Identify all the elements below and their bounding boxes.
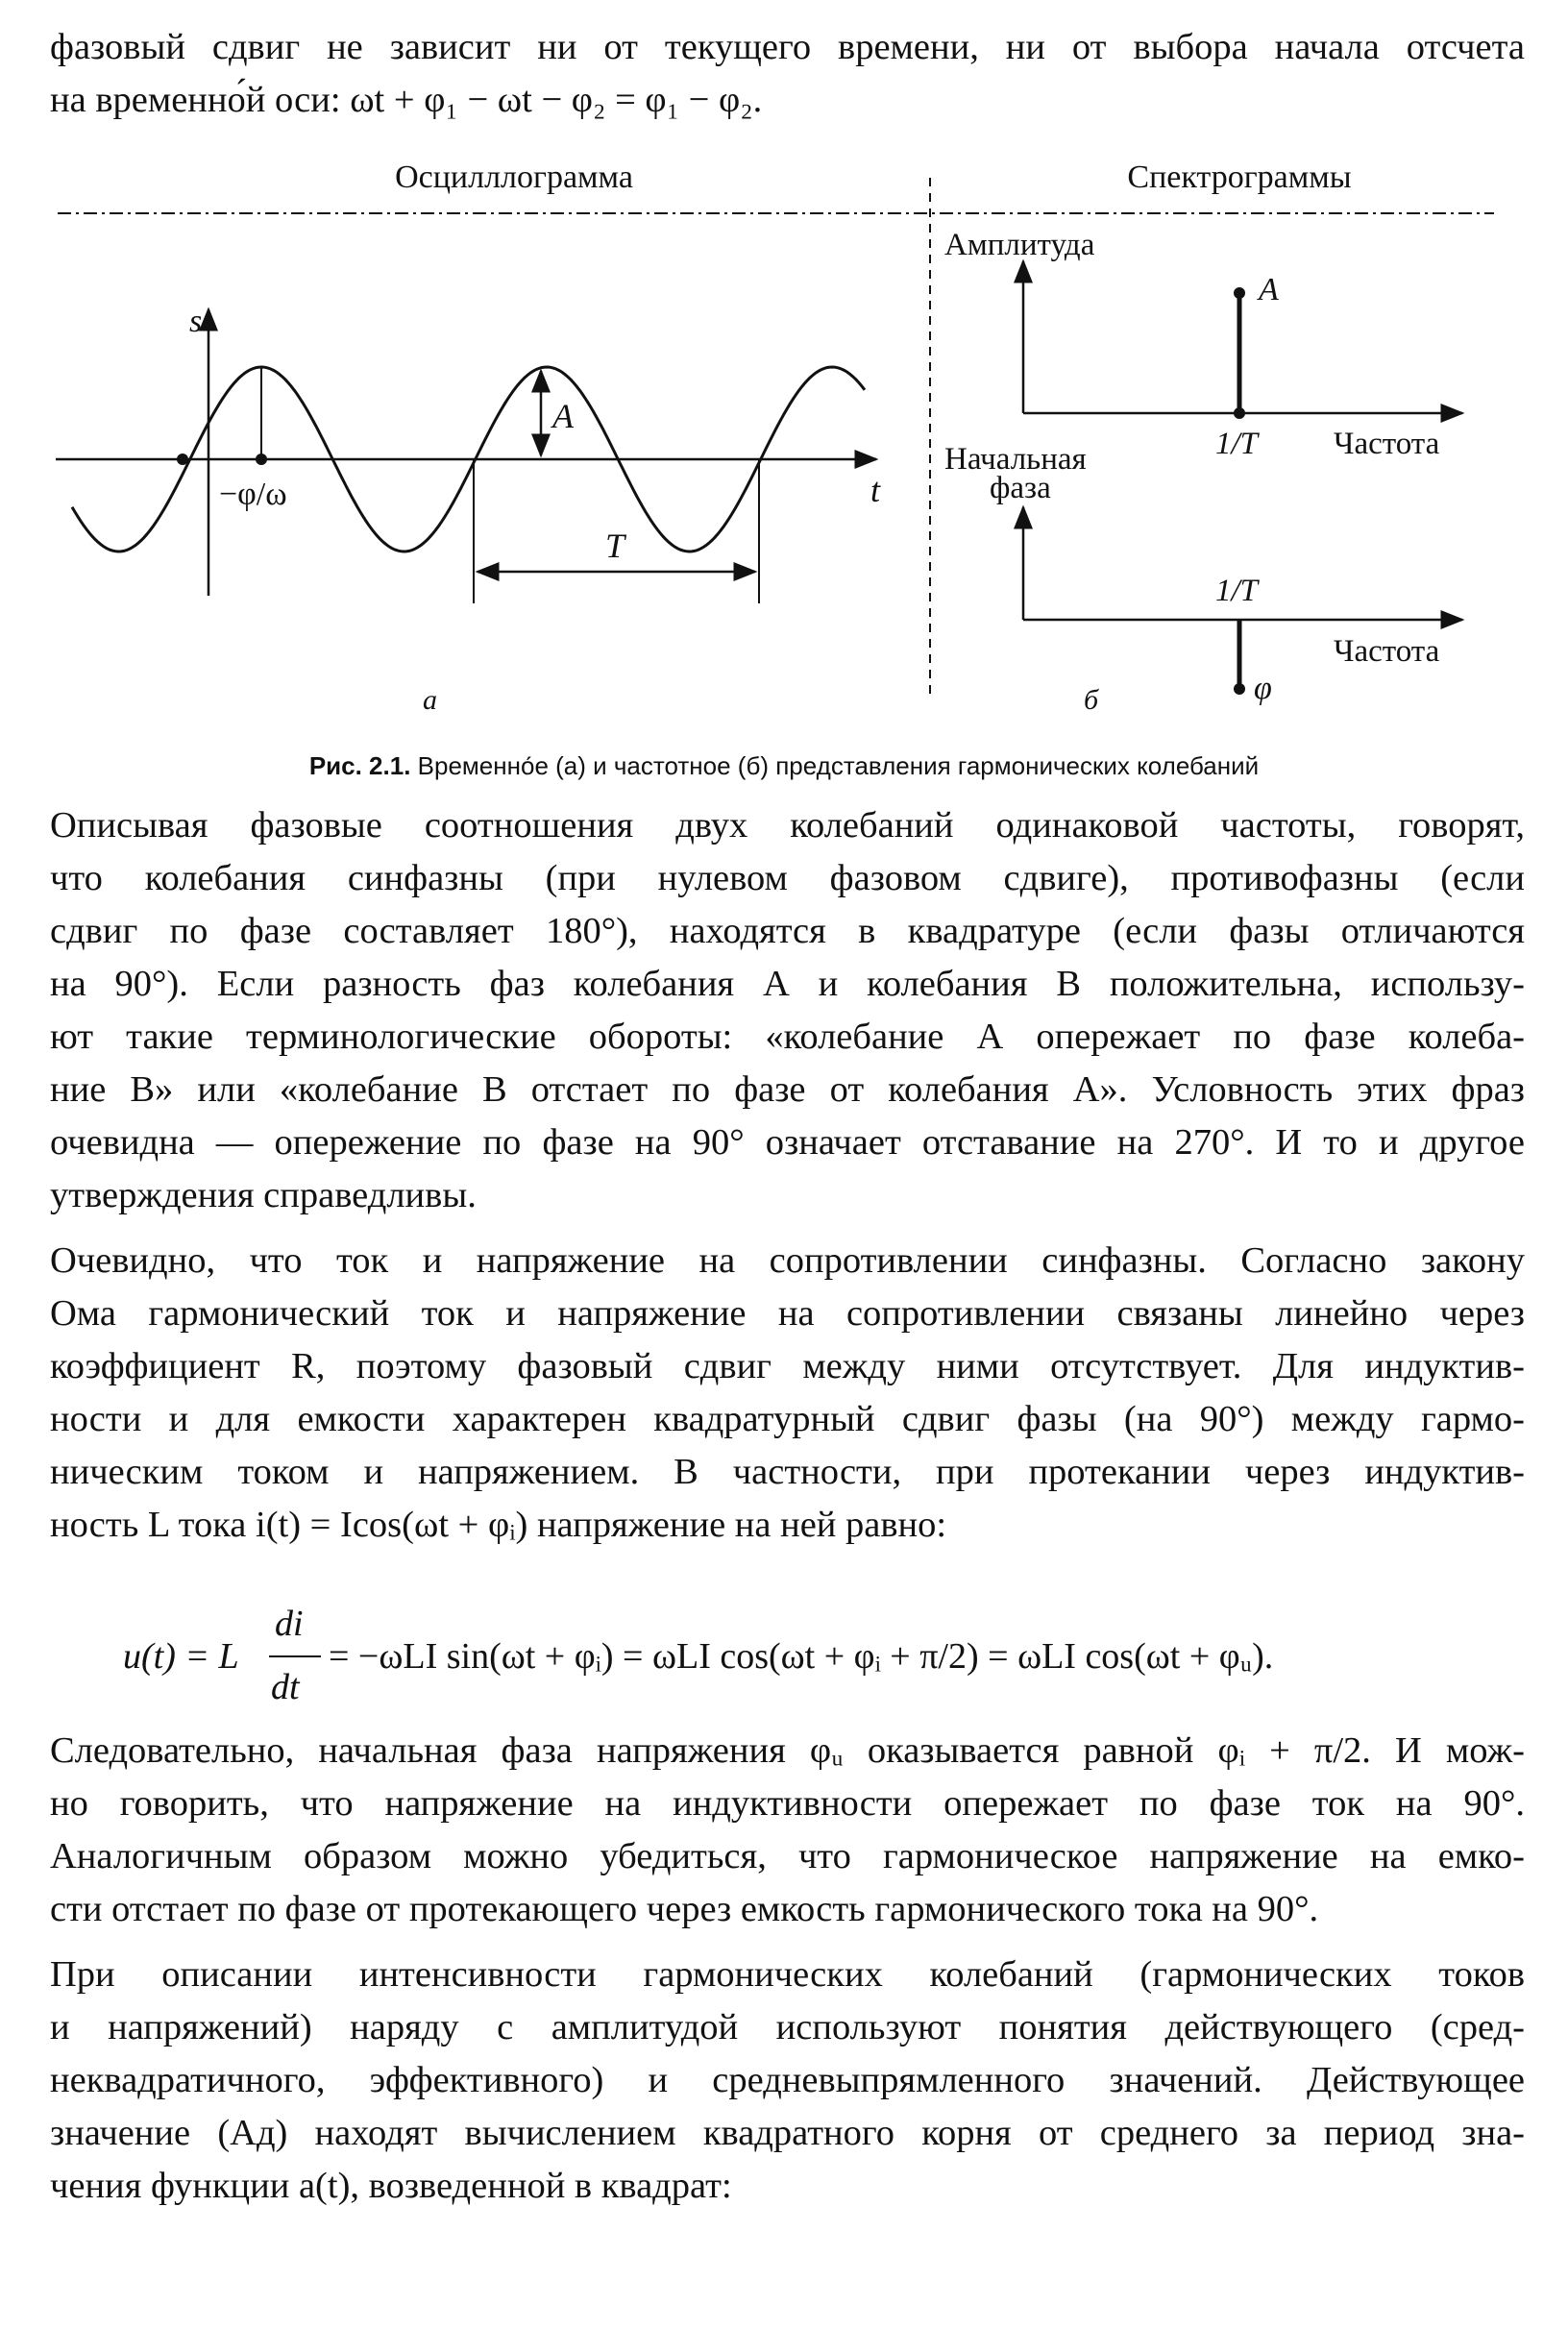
phase-point [256,454,267,465]
text-line: коэффициент R, поэтому фазовый сдвиг между ними отсутствует. Для индуктив- [50,1346,1525,1386]
text-line: фазовый сдвиг не зависит ни от текущего времени, ни от выбора начала отсчета [50,27,1525,67]
amplitude-axis-label: Амплитуда [944,228,1095,262]
amplitude-label: A [552,397,574,435]
text-line: ности и для емкости характерен квадратурный сдвиг фазы (на 90°) между гармо- [50,1399,1525,1439]
phase-spectrum-tick: 1/T [1215,574,1259,608]
text-line: значение (Aд) находят вычислением квадратного корня от среднего за период зна- [50,2113,1525,2153]
period-label: T [605,527,625,565]
zero-crossing-point [177,454,188,465]
paragraph-resistor-inductor [50,1235,1525,1552]
paragraph-phase-relations [50,799,1525,1222]
text-line: чения функции a(t), возведенной в квадрат: [50,2166,732,2206]
spectrogram-title: Спектрограммы [1127,159,1352,195]
text-line: утверждения справедливы. [50,1175,477,1215]
formula-rhs: = −ωLI sin(ωt + φᵢ) = ωLI cos(ωt + φᵢ + π/2) = ωLI cos(ωt + φᵤ). [329,1636,1274,1677]
caption-text: Временно́е (а) и частотное (б) представления гармонических колебаний [417,751,1260,780]
formula-denominator: dt [271,1667,300,1707]
text-line: сдвиг по фазе составляет 180°), находятся в квадратуре (если фазы отличаются [50,911,1525,951]
formula-numerator: di [275,1604,304,1644]
phase-frequency-axis-label: Частота [1334,634,1440,669]
text-line: Очевидно, что ток и напряжение на сопротивлении синфазны. Согласно закону [50,1240,1525,1281]
inductor-voltage-formula [123,1595,1487,1720]
oscillogram-title: Осцилллограмма [395,159,633,195]
figure-caption [0,751,1568,781]
text-line: ние В» или «колебание В отстает по фазе от колебания А». Условность этих фраз [50,1069,1525,1110]
text-line: и напряжений) наряду с амплитудой используют понятия действующего (сред- [50,2007,1525,2047]
text-line: При описании интенсивности гармонических колебаний (гармонических токов [50,1954,1525,1995]
text-line: Аналогичным образом можно убедиться, что гармоническое напряжение на емко- [50,1836,1525,1876]
text-line: на временно́й оси: ωt + φ₁ − ωt − φ₂ = φ₁ − φ₂. [50,80,763,120]
phase-spectrum-dot [1234,683,1245,695]
text-line: но говорить, что напряжение на индуктивности опережает по фазе ток на 90°. [50,1783,1525,1824]
amplitude-spectrum-dot [1234,287,1245,299]
text-line: Следовательно, начальная фаза напряжения φᵤ оказывается равной φᵢ + π/2. И мож- [50,1730,1525,1771]
t-axis-label: t [870,471,881,509]
text-line: неквадратичного, эффективного) и средневыпрямленного значений. Действующее [50,2060,1525,2100]
amplitude-spectrum-value: A [1259,272,1279,307]
amplitude-spectrum-base-dot [1234,407,1245,419]
panel-b-label: б [1084,684,1099,716]
phase-axis-label-line1: Начальная [944,442,1087,477]
caption-label: Рис. 2.1. [308,751,411,780]
amplitude-frequency-axis-label: Частота [1334,427,1440,461]
paragraph-phase-result [50,1725,1525,1936]
formula-lhs: u(t) = L [123,1636,239,1677]
figure-2-1 [0,144,1568,740]
text-line: очевидна — опережение по фазе на 90° означает отставание на 270°. И то и другое [50,1122,1525,1163]
phase-shift-label: −φ/ω [219,477,287,512]
intro-paragraph [50,21,1525,127]
phase-axis-label-line2: фаза [990,471,1051,505]
phase-spectrum-value: φ [1254,671,1272,706]
text-line: ют такие терминологические обороты: «колебание А опережает по фазе колеба- [50,1017,1525,1057]
panel-a-label: а [423,684,437,716]
text-line: на 90°). Если разность фаз колебания А и колебания В положительна, использу- [50,964,1525,1004]
text-line: что колебания синфазны (при нулевом фазовом сдвиге), противофазны (если [50,858,1525,898]
text-line: ническим током и напряжением. В частности, при протекании через индуктив- [50,1452,1525,1492]
paragraph-effective-value [50,1949,1525,2213]
amplitude-spectrum-tick: 1/T [1215,427,1259,461]
text-line: ность L тока i(t) = Icos(ωt + φᵢ) напряжение на ней равно: [50,1505,947,1545]
text-line: Ома гармонический ток и напряжение на сопротивлении связаны линейно через [50,1293,1525,1334]
s-axis-label: s [189,304,203,339]
text-line: Описывая фазовые соотношения двух колебаний одинаковой частоты, говорят, [50,805,1525,846]
text-line: сти отстает по фазе от протекающего через емкость гармонического тока на 90°. [50,1889,1319,1929]
